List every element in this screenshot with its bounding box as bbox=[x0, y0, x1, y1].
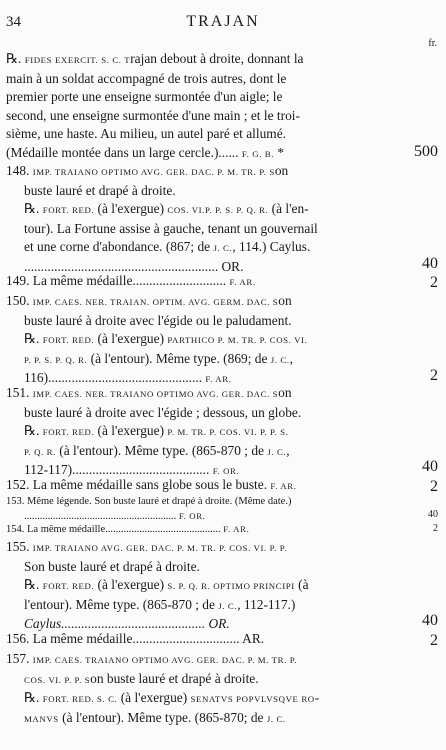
entry-line: buste lauré et drapé à droite. bbox=[24, 182, 176, 198]
entry-line: sième, une haste. Au milieu, un autel paré et allumé. bbox=[6, 126, 286, 142]
entry-line: P. Q. R. (à l'entour). Même type. (865-870 ; de J. C., bbox=[24, 442, 290, 458]
entry-line: et une corne d'abondance. (867; de J. C., 114.) Caylus. bbox=[24, 239, 311, 255]
entry-line: Son buste lauré et drapé à droite. bbox=[24, 558, 200, 574]
entry-line: 156. La même médaille................................ AR. bbox=[6, 631, 265, 646]
entry-line: P. P. S. P. Q. R. (à l'entour). Même type. (869; de J. C., bbox=[24, 350, 294, 366]
entry-line: ℞. FORT. RED. S. C. (à l'exergue) SENATVS POPVLVSQVE RO- bbox=[24, 690, 320, 706]
entry-line: 152. La même médaille sans globe sous le buste. F. AR. bbox=[6, 477, 297, 492]
entry-price: 2 bbox=[430, 367, 438, 384]
entry-line: ℞. FORT. RED. (à l'exergue) PARTHICO P. M. TR. P. COS. VI. bbox=[24, 331, 308, 347]
entry-price: 500 bbox=[414, 143, 438, 160]
entry-line: Caylus........................................... OR. bbox=[24, 616, 230, 632]
entry-price: 40 bbox=[428, 509, 438, 520]
entry-line: (Médaille montée dans un large cercle.)...... F. G. B. * bbox=[6, 144, 285, 160]
entry-line: 116).............................................. F. AR. bbox=[24, 370, 232, 386]
entry-line: tour). La Fortune assise à gauche, tenant un gouvernail bbox=[24, 220, 318, 236]
page-number: 34 bbox=[6, 14, 21, 30]
entry-148 bbox=[6, 162, 388, 277]
entry-line: 150. IMP. CAES. NER. TRAIAN. OPTIM. AVG. GERM. DAC. Son bbox=[6, 293, 292, 308]
entry-line: 151. IMP. CAES. NER. TRAIANO OPTIMO AVG. GER. DAC. Son bbox=[6, 385, 292, 400]
entry-price: 40 bbox=[422, 255, 438, 272]
entry-line: 153. Même légende. Son buste lauré et drapé à droite. (Même date.) bbox=[6, 496, 292, 507]
entry-155 bbox=[6, 538, 388, 634]
entry-line: COS. VI. P. P. Son buste lauré et drapé à droite. bbox=[24, 670, 259, 686]
entry-line: ℞. FORT. RED. (à l'exergue) COS. VI.P. P. S. P. Q. R. (à l'en- bbox=[24, 201, 309, 217]
entry-line: 154. La même médaille............................................ F. AR. bbox=[6, 524, 250, 535]
page-title: TRAJAN bbox=[186, 13, 260, 30]
entry-line: 155. IMP. TRAIANO AVG. GER. DAC. P. M. TR. P. COS. VI. P. P. bbox=[6, 539, 288, 554]
entry-price: 40 bbox=[422, 612, 438, 629]
entry-153 bbox=[6, 495, 388, 523]
entry-price: 2 bbox=[430, 274, 438, 291]
entry-line: 148. IMP. TRAIANO OPTIMO AVG. GER. DAC. P. M. TR. P. Son bbox=[6, 163, 289, 178]
entry-147-reverse bbox=[6, 50, 406, 164]
entry-line: buste lauré à droite avec l'égide ; dessous, un globe. bbox=[24, 404, 302, 420]
entry-154 bbox=[6, 523, 388, 536]
entry-line: 157. IMP. CAES. TRAIANO OPTIMO AVG. GER. DAC. P. M. TR. P. bbox=[6, 651, 298, 666]
entry-line: .......................................................... OR. bbox=[24, 258, 244, 274]
entry-price: 2 bbox=[430, 632, 438, 649]
entry-line: ℞. FORT. RED. (à l'exergue) S. P. Q. R. OPTIMO PRINCIPI (à bbox=[24, 577, 309, 593]
entry-line: 112-117)......................................... F. OR. bbox=[24, 462, 240, 478]
entry-line: main à un soldat accompagné de trois autres, dont le bbox=[6, 70, 287, 86]
entry-line: MANVS (à l'entour). Même type. (865-870; de J. C. bbox=[24, 709, 286, 725]
entry-150 bbox=[6, 292, 388, 389]
entry-157 bbox=[6, 650, 388, 728]
currency-label: fr. bbox=[428, 38, 437, 49]
entry-line: l'entour). Même type. (865-870 ; de J. C., 112-117.) bbox=[24, 596, 296, 612]
entry-line: premier porte une enseigne surmontée d'un aigle; le bbox=[6, 89, 283, 105]
entry-price: 2 bbox=[430, 478, 438, 495]
entry-line: 149. La même médaille............................ F. AR. bbox=[6, 273, 256, 288]
entry-line: second, une enseigne surmontée d'une main ; et le troi- bbox=[6, 107, 300, 123]
entry-line: .......................................................... F. OR. bbox=[24, 511, 206, 522]
entry-line: buste lauré à droite avec l'égide ou le paludament. bbox=[24, 312, 292, 328]
entry-price: 2 bbox=[433, 523, 438, 534]
running-header bbox=[0, 8, 446, 32]
entry-156 bbox=[6, 630, 388, 649]
entry-price: 40 bbox=[422, 458, 438, 475]
entry-line: ℞. FIDES EXERCIT. S. C. Trajan debout à droite, donnant la bbox=[6, 51, 304, 66]
entry-149 bbox=[6, 272, 388, 292]
entry-151 bbox=[6, 384, 388, 481]
entry-152 bbox=[6, 476, 388, 496]
entry-line: ℞. FORT. RED. (à l'exergue) P. M. TR. P. COS. VI. P. P. S. bbox=[24, 423, 289, 439]
